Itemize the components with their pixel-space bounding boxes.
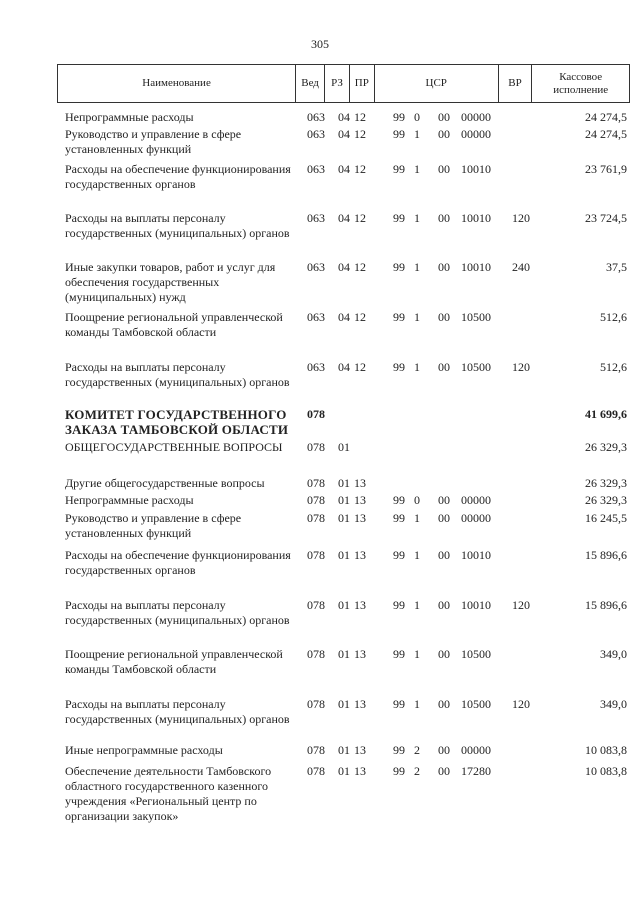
cell-c2: 0 xyxy=(414,493,420,507)
cell-c2: 1 xyxy=(414,647,420,661)
cell-pr: 12 xyxy=(354,110,366,124)
cell-c4: 00000 xyxy=(461,127,491,141)
cell-c3: 00 xyxy=(438,764,450,778)
cell-name: Непрограммные расходы xyxy=(65,110,194,124)
cell-name: Непрограммные расходы xyxy=(65,493,194,507)
cell-rz: 04 xyxy=(338,162,350,176)
cell-ved: 063 xyxy=(307,360,325,374)
cell-name: Обеспечение деятельности Тамбовского областного государственного казенного учреждения «Региональный центр по организации закупок» xyxy=(65,764,272,823)
cell-name: Руководство и управление в сфере установленных функций xyxy=(65,127,242,156)
cell-sum: 41 699,6 xyxy=(585,407,627,421)
cell-pr: 13 xyxy=(354,511,366,525)
cell-sum: 16 245,5 xyxy=(585,511,627,525)
cell-c2: 1 xyxy=(414,310,420,324)
cell-c4: 10500 xyxy=(461,310,491,324)
cell-sum: 24 274,5 xyxy=(585,110,627,124)
cell-name: Расходы на выплаты персоналу государственных (муниципальных) органов xyxy=(65,598,290,627)
cell-rz: 01 xyxy=(338,476,350,490)
cell-c1: 99 xyxy=(393,598,405,612)
cell-pr: 13 xyxy=(354,476,366,490)
cell-c3: 00 xyxy=(438,310,450,324)
cell-ved: 063 xyxy=(307,310,325,324)
cell-ved: 078 xyxy=(307,743,325,757)
cell-c1: 99 xyxy=(393,360,405,374)
cell-c3: 00 xyxy=(438,511,450,525)
cell-sum: 512,6 xyxy=(600,310,627,324)
cell-c1: 99 xyxy=(393,493,405,507)
cell-c2: 1 xyxy=(414,511,420,525)
cell-ved: 078 xyxy=(307,407,325,421)
header-ved: Вед xyxy=(296,65,325,103)
cell-name: Другие общегосударственные вопросы xyxy=(65,476,265,490)
cell-c1: 99 xyxy=(393,260,405,274)
cell-c1: 99 xyxy=(393,310,405,324)
cell-pr: 12 xyxy=(354,211,366,225)
cell-pr: 12 xyxy=(354,260,366,274)
cell-name: Иные закупки товаров, работ и услуг для обеспечения государственных (муниципальных) нужд xyxy=(65,260,276,304)
cell-c3: 00 xyxy=(438,110,450,124)
cell-sum: 15 896,6 xyxy=(585,548,627,562)
cell-vr: 120 xyxy=(512,211,530,225)
cell-c2: 2 xyxy=(414,764,420,778)
cell-pr: 13 xyxy=(354,743,366,757)
cell-c1: 99 xyxy=(393,764,405,778)
cell-sum: 23 724,5 xyxy=(585,211,627,225)
cell-c3: 00 xyxy=(438,598,450,612)
cell-c2: 1 xyxy=(414,548,420,562)
cell-rz: 04 xyxy=(338,110,350,124)
cell-ved: 063 xyxy=(307,260,325,274)
cell-ved: 078 xyxy=(307,493,325,507)
cell-pr: 12 xyxy=(354,310,366,324)
cell-sum: 349,0 xyxy=(600,697,627,711)
cell-name: Руководство и управление в сфере установленных функций xyxy=(65,511,242,540)
cell-name: Расходы на выплаты персоналу государственных (муниципальных) органов xyxy=(65,697,290,726)
cell-c2: 1 xyxy=(414,697,420,711)
cell-c3: 00 xyxy=(438,697,450,711)
header-cash: Кассовое исполнение xyxy=(532,65,630,103)
cell-vr: 120 xyxy=(512,598,530,612)
cell-c3: 00 xyxy=(438,360,450,374)
cell-name: Поощрение региональной управленческой команды Тамбовской области xyxy=(65,310,283,339)
cell-sum: 24 274,5 xyxy=(585,127,627,141)
cell-name: ОБЩЕГОСУДАРСТВЕННЫЕ ВОПРОСЫ xyxy=(65,440,283,454)
cell-c1: 99 xyxy=(393,211,405,225)
cell-sum: 23 761,9 xyxy=(585,162,627,176)
cell-c4: 10010 xyxy=(461,211,491,225)
cell-vr: 120 xyxy=(512,360,530,374)
cell-ved: 078 xyxy=(307,548,325,562)
header-rz: РЗ xyxy=(325,65,350,103)
cell-rz: 04 xyxy=(338,310,350,324)
cell-rz: 01 xyxy=(338,764,350,778)
cell-c1: 99 xyxy=(393,647,405,661)
cell-ved: 078 xyxy=(307,440,325,454)
cell-rz: 01 xyxy=(338,743,350,757)
cell-ved: 063 xyxy=(307,211,325,225)
cell-c1: 99 xyxy=(393,697,405,711)
cell-rz: 01 xyxy=(338,598,350,612)
cell-rz: 01 xyxy=(338,511,350,525)
cell-c3: 00 xyxy=(438,162,450,176)
cell-rz: 01 xyxy=(338,647,350,661)
cell-name: КОМИТЕТ ГОСУДАРСТВЕННОГО ЗАКАЗА ТАМБОВСКОЙ ОБЛАСТИ xyxy=(65,407,289,437)
cell-pr: 13 xyxy=(354,647,366,661)
header-name: Наименование xyxy=(58,65,296,103)
cell-c3: 00 xyxy=(438,743,450,757)
cell-ved: 063 xyxy=(307,162,325,176)
cell-ved: 078 xyxy=(307,476,325,490)
cell-c4: 10500 xyxy=(461,647,491,661)
cell-c2: 2 xyxy=(414,743,420,757)
header-csr: ЦСР xyxy=(374,65,498,103)
cell-rz: 04 xyxy=(338,127,350,141)
cell-c4: 00000 xyxy=(461,511,491,525)
cell-sum: 26 329,3 xyxy=(585,440,627,454)
cell-c3: 00 xyxy=(438,127,450,141)
cell-ved: 063 xyxy=(307,110,325,124)
cell-c1: 99 xyxy=(393,162,405,176)
cell-ved: 063 xyxy=(307,127,325,141)
cell-c3: 00 xyxy=(438,211,450,225)
cell-pr: 12 xyxy=(354,360,366,374)
cell-c2: 1 xyxy=(414,162,420,176)
cell-c4: 00000 xyxy=(461,743,491,757)
cell-pr: 13 xyxy=(354,697,366,711)
cell-c4: 10500 xyxy=(461,697,491,711)
cell-sum: 349,0 xyxy=(600,647,627,661)
cell-c4: 10010 xyxy=(461,598,491,612)
cell-c1: 99 xyxy=(393,110,405,124)
cell-c3: 00 xyxy=(438,260,450,274)
cell-name: Расходы на выплаты персоналу государственных (муниципальных) органов xyxy=(65,211,290,240)
cell-sum: 15 896,6 xyxy=(585,598,627,612)
cell-c1: 99 xyxy=(393,743,405,757)
cell-vr: 120 xyxy=(512,697,530,711)
cell-rz: 01 xyxy=(338,493,350,507)
header-pr: ПР xyxy=(349,65,374,103)
cell-ved: 078 xyxy=(307,764,325,778)
cell-pr: 12 xyxy=(354,127,366,141)
cell-c3: 00 xyxy=(438,647,450,661)
cell-c4: 10010 xyxy=(461,162,491,176)
cell-rz: 01 xyxy=(338,548,350,562)
cell-rz: 01 xyxy=(338,440,350,454)
header-vr: ВР xyxy=(498,65,532,103)
cell-sum: 26 329,3 xyxy=(585,493,627,507)
cell-name: Поощрение региональной управленческой команды Тамбовской области xyxy=(65,647,283,676)
cell-pr: 13 xyxy=(354,548,366,562)
cell-ved: 078 xyxy=(307,697,325,711)
cell-ved: 078 xyxy=(307,511,325,525)
cell-vr: 240 xyxy=(512,260,530,274)
page-number: 305 xyxy=(311,37,329,51)
cell-sum: 10 083,8 xyxy=(585,764,627,778)
cell-c1: 99 xyxy=(393,548,405,562)
cell-name: Иные непрограммные расходы xyxy=(65,743,223,757)
cell-c3: 00 xyxy=(438,493,450,507)
cell-name: Расходы на выплаты персоналу государственных (муниципальных) органов xyxy=(65,360,290,389)
cell-rz: 01 xyxy=(338,697,350,711)
cell-c3: 00 xyxy=(438,548,450,562)
cell-name: Расходы на обеспечение функционирования государственных органов xyxy=(65,162,291,191)
cell-rz: 04 xyxy=(338,260,350,274)
cell-pr: 13 xyxy=(354,493,366,507)
cell-sum: 512,6 xyxy=(600,360,627,374)
cell-c1: 99 xyxy=(393,511,405,525)
cell-pr: 12 xyxy=(354,162,366,176)
cell-c4: 17280 xyxy=(461,764,491,778)
cell-pr: 13 xyxy=(354,598,366,612)
cell-ved: 078 xyxy=(307,598,325,612)
cell-c1: 99 xyxy=(393,127,405,141)
cell-ved: 078 xyxy=(307,647,325,661)
cell-c2: 1 xyxy=(414,127,420,141)
cell-c2: 1 xyxy=(414,260,420,274)
cell-c2: 1 xyxy=(414,360,420,374)
cell-c4: 10500 xyxy=(461,360,491,374)
cell-c4: 10010 xyxy=(461,548,491,562)
cell-sum: 26 329,3 xyxy=(585,476,627,490)
cell-pr: 13 xyxy=(354,764,366,778)
cell-c4: 00000 xyxy=(461,110,491,124)
cell-sum: 37,5 xyxy=(606,260,627,274)
cell-c2: 1 xyxy=(414,211,420,225)
cell-c2: 0 xyxy=(414,110,420,124)
cell-rz: 04 xyxy=(338,360,350,374)
cell-c4: 00000 xyxy=(461,493,491,507)
cell-c4: 10010 xyxy=(461,260,491,274)
cell-c2: 1 xyxy=(414,598,420,612)
cell-rz: 04 xyxy=(338,211,350,225)
cell-name: Расходы на обеспечение функционирования государственных органов xyxy=(65,548,291,577)
cell-sum: 10 083,8 xyxy=(585,743,627,757)
